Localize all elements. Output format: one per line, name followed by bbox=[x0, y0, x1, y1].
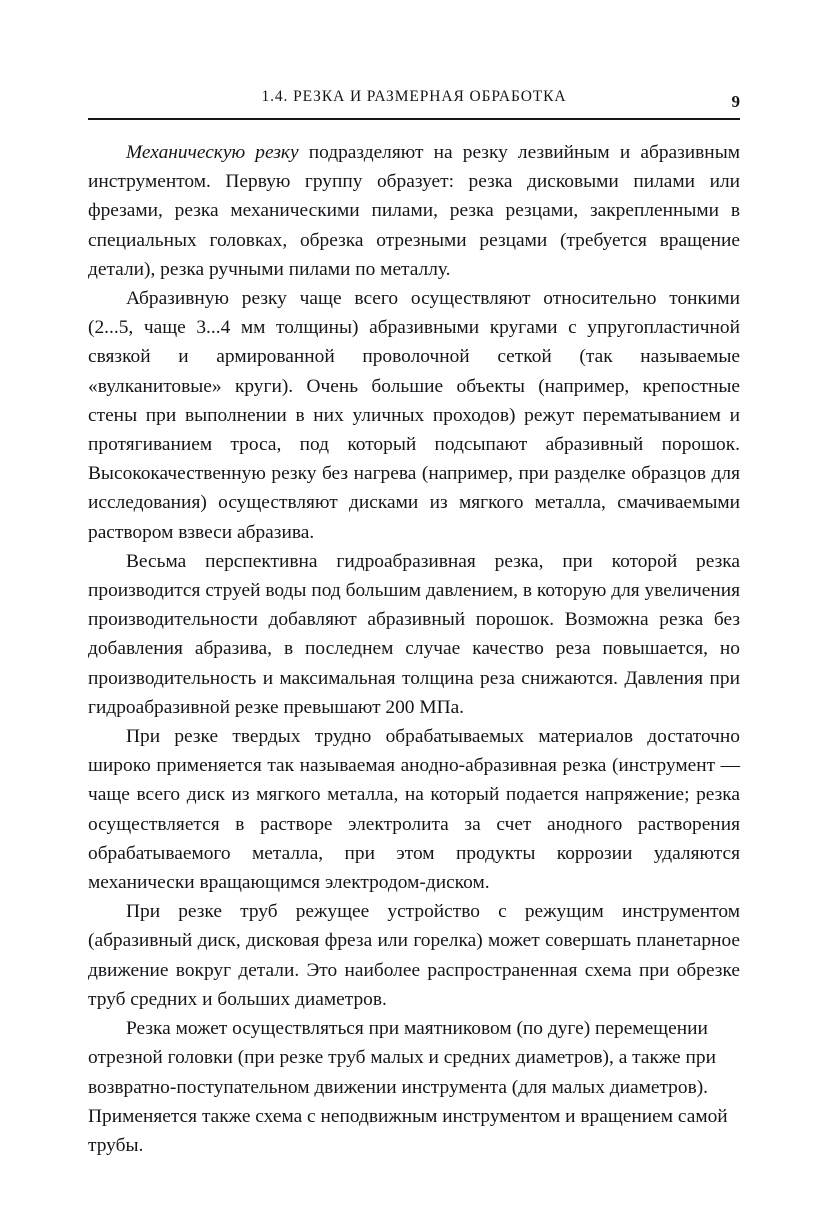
header-rule bbox=[88, 118, 740, 120]
paragraph-2: Абразивную резку чаще всего осуществляют относительно тонкими (2...5, чаще 3...4 мм толщины) абразивными кругами с упругопластичной связкой и армированной проволочной сеткой (так называемые «вулканитовые» круги). Очень большие объекты (например, крепостные стены при выполнении в них уличных проходов) режут перематыванием и протягиванием троса, под который подсыпают абразивный порошок. Высококачественную резку без нагрева (например, при разделке образцов для исследования) осуществляют дисками из мягкого металла, смачиваемыми раствором взвеси абразива. bbox=[88, 288, 740, 543]
lead-italic-phrase: Механическую резку bbox=[126, 142, 299, 163]
page-number: 9 bbox=[731, 92, 740, 111]
running-head bbox=[88, 88, 740, 112]
paragraph-1 bbox=[88, 138, 740, 284]
page-content bbox=[88, 88, 740, 1160]
running-head-title: 1.4. РЕЗКА И РАЗМЕРНАЯ ОБРАБОТКА bbox=[261, 88, 567, 105]
paragraph-1-text: подразделяют на резку лезвийным и абразивным инструментом. Первую группу образует: резка дисковыми пилами или фрезами, резка механическими пилами, резка резцами, закрепленными в специальных головках, обрезка отрезными резцами (требуется вращение детали), резка ручными пилами по металлу. bbox=[88, 142, 740, 280]
paragraph-4: При резке твердых трудно обрабатываемых материалов достаточно широко применяется так называемая анодно-абразивная резка (инструмент — чаще всего диск из мягкого металла, на который подается напряжение; резка осуществляется в растворе электролита за счет анодного растворения обрабатываемого металла, при этом продукты коррозии удаляются механически вращающимся электродом-диском. bbox=[88, 726, 740, 894]
paragraph-6: Резка может осуществляться при маятниковом (по дуге) перемещении отрезной головки (при резке труб малых и средних диаметров), а также при возвратно-поступательном движении инструмента (для малых диаметров). Применяется также схема с неподвижным инструментом и вращением самой трубы. bbox=[88, 1018, 728, 1156]
body-text bbox=[88, 138, 740, 1160]
paragraph-5: При резке труб режущее устройство с режущим инструментом (абразивный диск, дисковая фреза или горелка) может совершать планетарное движение вокруг детали. Это наиболее распространенная схема при обрезке труб средних и больших диаметров. bbox=[88, 901, 740, 1010]
paragraph-3: Весьма перспективна гидроабразивная резка, при которой резка производится струей воды под большим давлением, в которую для увеличения производительности добавляют абразивный порошок. Возможна резка без добавления абразива, в последнем случае качество реза повышается, но производительность и максимальная толщина реза снижаются. Давления при гидроабразивной резке превышают 200 МПа. bbox=[88, 550, 740, 718]
